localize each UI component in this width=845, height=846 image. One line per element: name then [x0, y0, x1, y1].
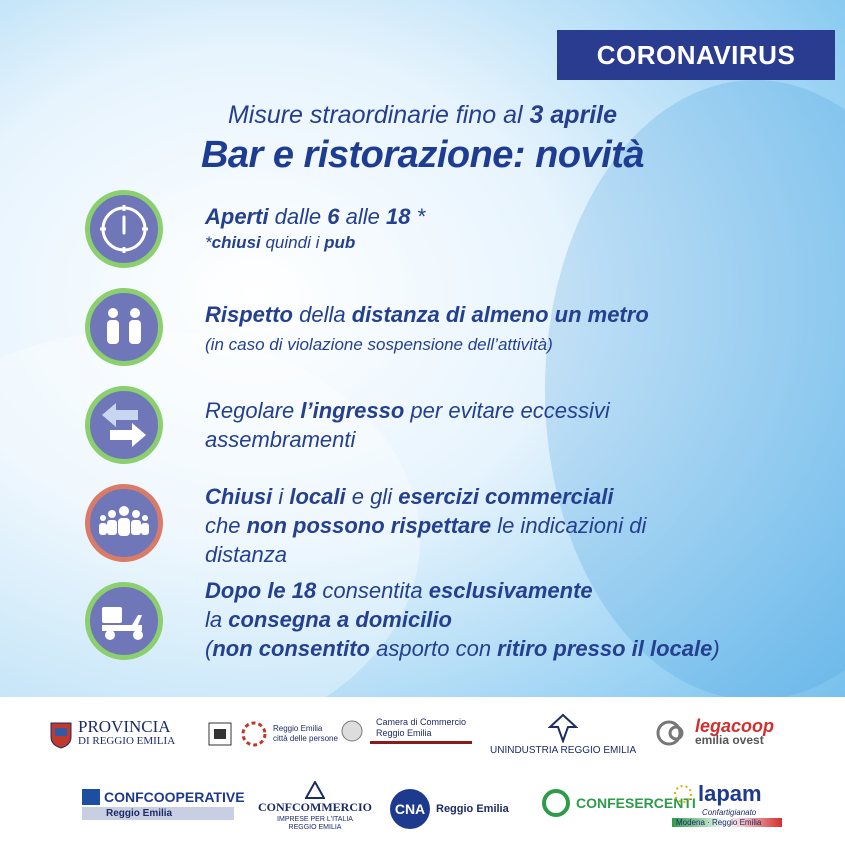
- confcooperative-logo: CONFCOOPERATIVE Reggio Emilia: [82, 789, 245, 820]
- confcommercio-mark-icon: [305, 781, 325, 799]
- emphasis-text: locali: [289, 484, 346, 509]
- crest-icon: [50, 719, 72, 749]
- measure-text: [205, 202, 425, 255]
- confesercenti-mark-icon: [542, 789, 570, 817]
- body-text: *: [410, 204, 426, 229]
- confcoop-mark-icon: [82, 789, 100, 805]
- clock-icon: [85, 190, 163, 268]
- delivery-scooter-icon: [85, 582, 163, 660]
- emphasis-text: Aperti: [205, 204, 269, 229]
- measure-line: [205, 576, 720, 605]
- measure-text: [205, 300, 649, 357]
- arrows-icon: [85, 386, 163, 464]
- emphasis-text: 18: [386, 204, 411, 229]
- seal-icon: [340, 719, 364, 743]
- measure-line: [205, 511, 646, 540]
- partner-logos-footer: [0, 697, 845, 846]
- body-text: le indicazioni di: [491, 513, 647, 538]
- comune-logo: Reggio Emilia città delle persone: [205, 717, 338, 751]
- measure-line: [205, 202, 425, 231]
- camera-commercio-logo: Camera di Commercio Reggio Emilia: [340, 717, 472, 744]
- emphasis-text: ritiro presso il locale: [497, 636, 713, 661]
- eu-stars-icon: [672, 783, 694, 805]
- measure-line: [205, 396, 610, 425]
- body-text: *: [205, 233, 212, 252]
- body-text: asporto con: [369, 636, 498, 661]
- dots-logo-icon: [241, 721, 267, 747]
- emphasis-text: l’ingresso: [300, 398, 405, 423]
- measure-line: [205, 540, 646, 569]
- subtitle-text: Misure straordinarie fino al: [227, 101, 530, 129]
- body-text: e gli: [345, 484, 399, 509]
- crowd-icon: [85, 484, 163, 562]
- measure-line: [205, 425, 610, 454]
- body-text: (: [205, 636, 213, 661]
- legacoop-mark-icon: [655, 719, 689, 747]
- emphasis-text: Rispetto: [205, 302, 293, 327]
- cna-logo: CNA Reggio Emilia: [390, 789, 509, 829]
- coronavirus-badge: CORONAVIRUS: [557, 30, 835, 80]
- emphasis-text: non consentito: [212, 636, 370, 661]
- emphasis-text: esclusivamente: [428, 578, 593, 603]
- measure-line: [205, 482, 646, 511]
- body-text: (in caso di violazione sospensione dell’attività): [205, 335, 553, 354]
- body-text: quindi i: [260, 233, 325, 252]
- emphasis-text: Dopo le 18: [205, 578, 317, 603]
- eagle-icon: [548, 713, 578, 743]
- subtitle-date: 3 aprile: [529, 101, 618, 129]
- emphasis-text: distanza di almeno un metro: [351, 302, 649, 327]
- body-text: distanza: [205, 542, 287, 567]
- body-text: per evitare eccessivi: [404, 398, 610, 423]
- emphasis-text: chiusi: [211, 233, 261, 252]
- emphasis-text: Chiusi: [205, 484, 273, 509]
- people-distance-icon: [85, 288, 163, 366]
- measure-text: [205, 482, 646, 569]
- body-text: che: [205, 513, 247, 538]
- provincia-logo: PROVINCIA DI REGGIO EMILIA: [50, 719, 175, 749]
- measure-line: [205, 634, 720, 663]
- legacoop-logo: legacoop emilia ovest: [655, 719, 774, 747]
- measure-line: [205, 333, 649, 357]
- emphasis-text: pub: [324, 233, 356, 252]
- emphasis-text: non possono rispettare: [246, 513, 492, 538]
- lapam-logo: lapam Confartigianato Modena · Reggio Emilia: [672, 781, 782, 827]
- body-text: i: [272, 484, 290, 509]
- emphasis-text: 6: [327, 204, 340, 229]
- measure-text: [205, 396, 610, 454]
- body-text: dalle: [268, 204, 328, 229]
- emphasis-text: esercizi commerciali: [398, 484, 614, 509]
- emphasis-text: consegna a domicilio: [228, 607, 452, 632]
- body-text: la: [205, 607, 229, 632]
- page-title: Bar e ristorazione: novità: [200, 134, 645, 176]
- body-text: Regolare: [205, 398, 301, 423]
- body-text: della: [293, 302, 352, 327]
- unindustria-logo: UNINDUSTRIA REGGIO EMILIA: [490, 713, 636, 756]
- measure-line: [205, 231, 425, 255]
- measure-text: [205, 576, 720, 663]
- body-text: consentita: [316, 578, 429, 603]
- confesercenti-logo: CONFESERCENTI: [542, 789, 696, 817]
- body-text: alle: [339, 204, 387, 229]
- confcommercio-logo: CONFCOMMERCIO IMPRESE PER L'ITALIA REGGIO EMILIA: [258, 781, 372, 831]
- measure-line: [205, 605, 720, 634]
- body-text: ): [712, 636, 720, 661]
- body-text: assembramenti: [205, 427, 356, 452]
- city-crest-icon: [205, 717, 235, 751]
- measure-line: [205, 300, 649, 329]
- subtitle: [0, 101, 845, 130]
